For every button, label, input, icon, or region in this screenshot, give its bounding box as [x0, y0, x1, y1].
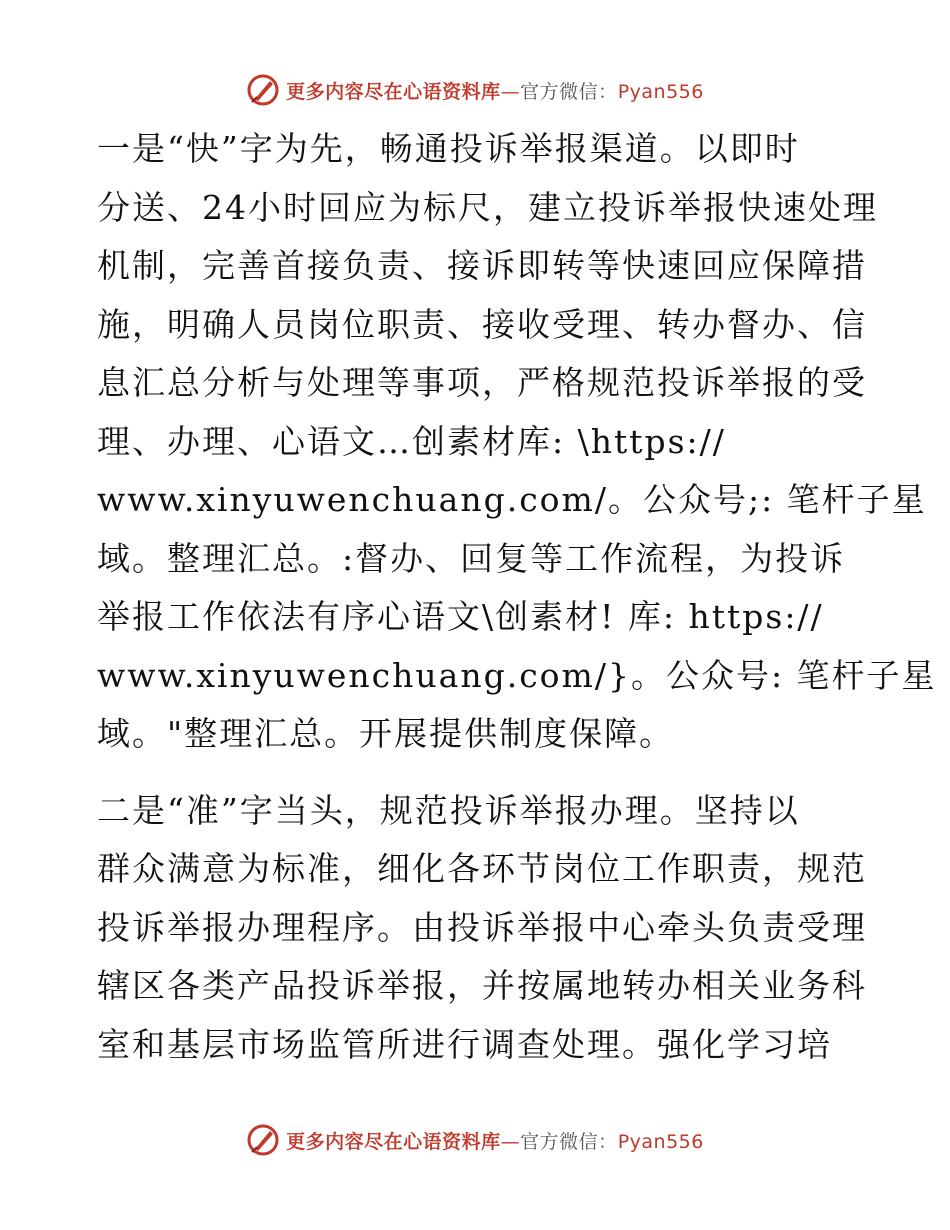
paragraph-1 — [97, 120, 937, 764]
text-line: 施，明确人员岗位职责、接收受理、转办督办、信 — [97, 304, 867, 344]
header-banner-separator: — — [500, 80, 521, 103]
footer-banner-separator: — — [500, 1130, 521, 1153]
paragraph-2 — [97, 782, 867, 1075]
header-banner — [0, 70, 950, 110]
header-banner-label: 官方微信： — [520, 80, 618, 103]
header-banner-main: 更多内容尽在心语资料库 — [286, 80, 501, 103]
text-line: 二是“准”字当头，规范投诉举报办理。坚持以 — [97, 790, 800, 830]
footer-banner-text — [286, 1127, 704, 1154]
footer-banner-main: 更多内容尽在心语资料库 — [286, 1130, 501, 1153]
quill-circle-icon — [246, 73, 280, 107]
text-line: 投诉举报办理程序。由投诉举报中心牵头负责受理 — [97, 907, 867, 947]
quill-circle-icon — [246, 1123, 280, 1157]
text-line: 域。整理汇总。:督办、回复等工作流程，为投诉 — [97, 538, 846, 578]
footer-banner-label: 官方微信： — [520, 1130, 618, 1153]
text-line: 举报工作依法有序心语文\创素材! 库: https:// — [97, 597, 824, 636]
footer-banner-wechat-id: Pyan556 — [617, 1130, 704, 1153]
text-line: 息汇总分析与处理等事项，严格规范投诉举报的受 — [97, 363, 867, 402]
header-banner-text — [286, 77, 704, 104]
text-line: 室和基层市场监管所进行调查处理。强化学习培 — [97, 1024, 832, 1064]
text-line: 机制，完善首接负责、接诉即转等快速回应保障措 — [97, 246, 867, 285]
footer-banner — [0, 1120, 950, 1160]
text-line: www.xinyuwenchuang.com/}。公众号: 笔杆子星 — [97, 655, 937, 695]
text-line: www.xinyuwenchuang.com/。公众号;: 笔杆子星 — [97, 480, 927, 519]
text-line: 一是“快”字为先，畅通投诉举报渠道。以即时 — [97, 129, 800, 168]
text-line: 分送、24小时回应为标尺，建立投诉举报快速处理 — [97, 187, 878, 227]
text-line: 理、办理、心语文…创素材库: \https:// — [97, 421, 726, 461]
text-line: 辖区各类产品投诉举报，并按属地转办相关业务科 — [97, 966, 867, 1005]
document-body — [97, 120, 937, 1074]
text-line: 域。"整理汇总。开展提供制度保障。 — [97, 714, 675, 753]
text-line: 群众满意为标准，细化各环节岗位工作职责，规范 — [97, 849, 867, 888]
header-banner-wechat-id: Pyan556 — [617, 80, 704, 103]
